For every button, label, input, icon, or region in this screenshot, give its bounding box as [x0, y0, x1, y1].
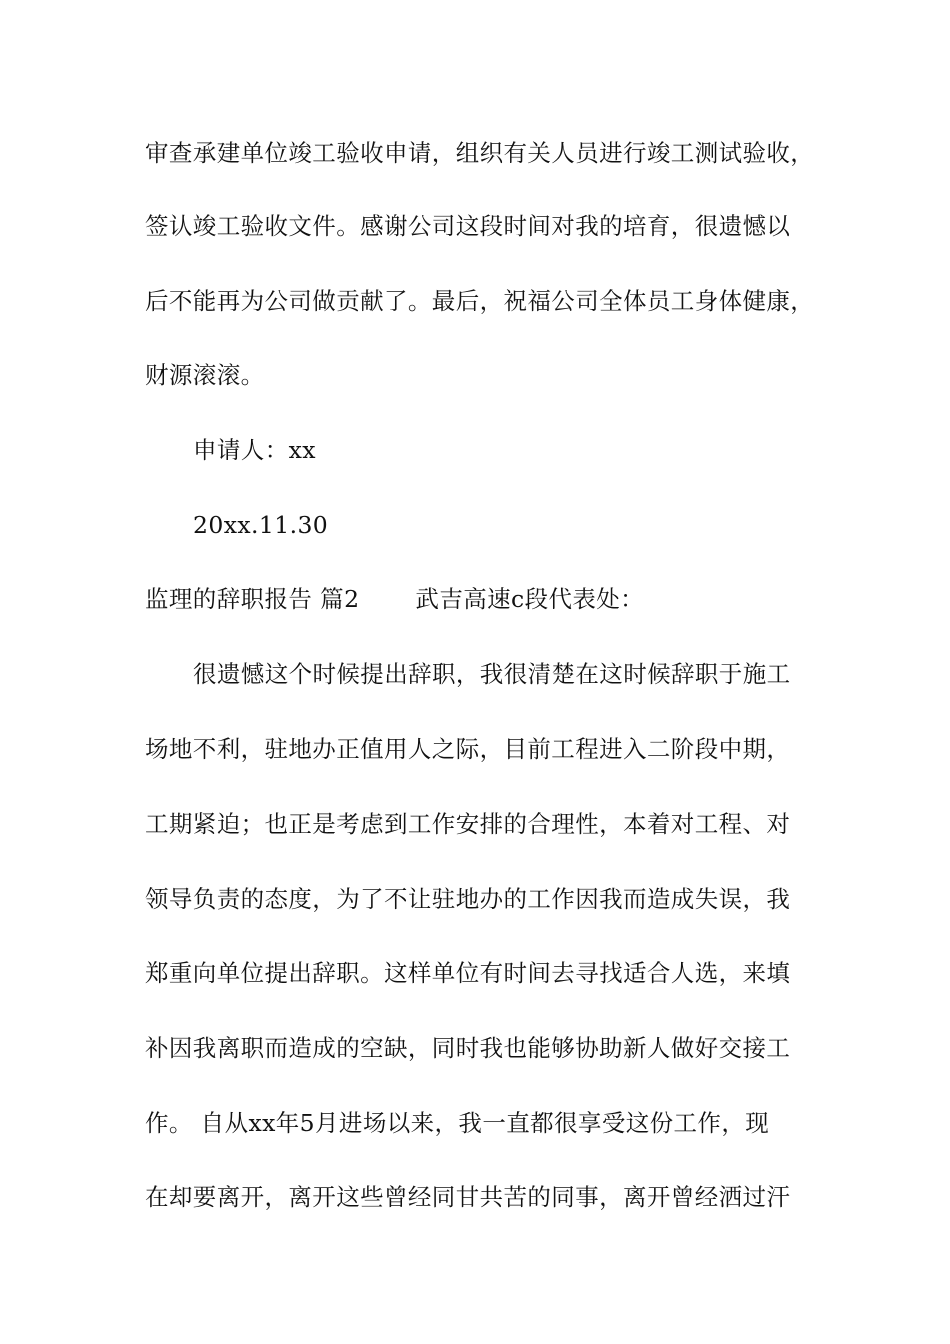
body-line: 补因我离职而造成的空缺，同时我也能够协助新人做好交接工: [145, 1034, 791, 1062]
salutation: 武吉高速c段代表处：: [415, 585, 645, 613]
applicant-line: 申请人：xx: [193, 436, 316, 464]
body-line: 很遗憾这个时候提出辞职，我很清楚在这时候辞职于施工: [193, 660, 791, 688]
body-line: 签认竣工验收文件。感谢公司这段时间对我的培育，很遗憾以: [145, 212, 791, 240]
body-line: 工期紧迫；也正是考虑到工作安排的合理性，本着对工程、对: [145, 810, 791, 838]
body-line: 后不能再为公司做贡献了。最后，祝福公司全体员工身体健康，: [145, 287, 815, 315]
body-line: 领导负责的态度，为了不让驻地办的工作因我而造成失误，我: [145, 885, 791, 913]
body-line: 审查承建单位竣工验收申请，组织有关人员进行竣工测试验收，: [145, 139, 815, 167]
section-heading: 监理的辞职报告 篇2: [145, 585, 360, 613]
body-line: 作。 自从xx年5月进场以来，我一直都很享受这份工作，现: [145, 1109, 770, 1137]
body-line: 场地不利，驻地办正值用人之际，目前工程进入二阶段中期，: [145, 735, 791, 763]
body-line: 郑重向单位提出辞职。这样单位有时间去寻找适合人选，来填: [145, 959, 791, 987]
body-line: 财源滚滚。: [145, 361, 265, 389]
section-heading-line: [145, 584, 644, 614]
body-line: 在却要离开，离开这些曾经同甘共苦的同事，离开曾经洒过汗: [145, 1183, 791, 1211]
date-line: 20xx.11.30: [193, 511, 329, 539]
